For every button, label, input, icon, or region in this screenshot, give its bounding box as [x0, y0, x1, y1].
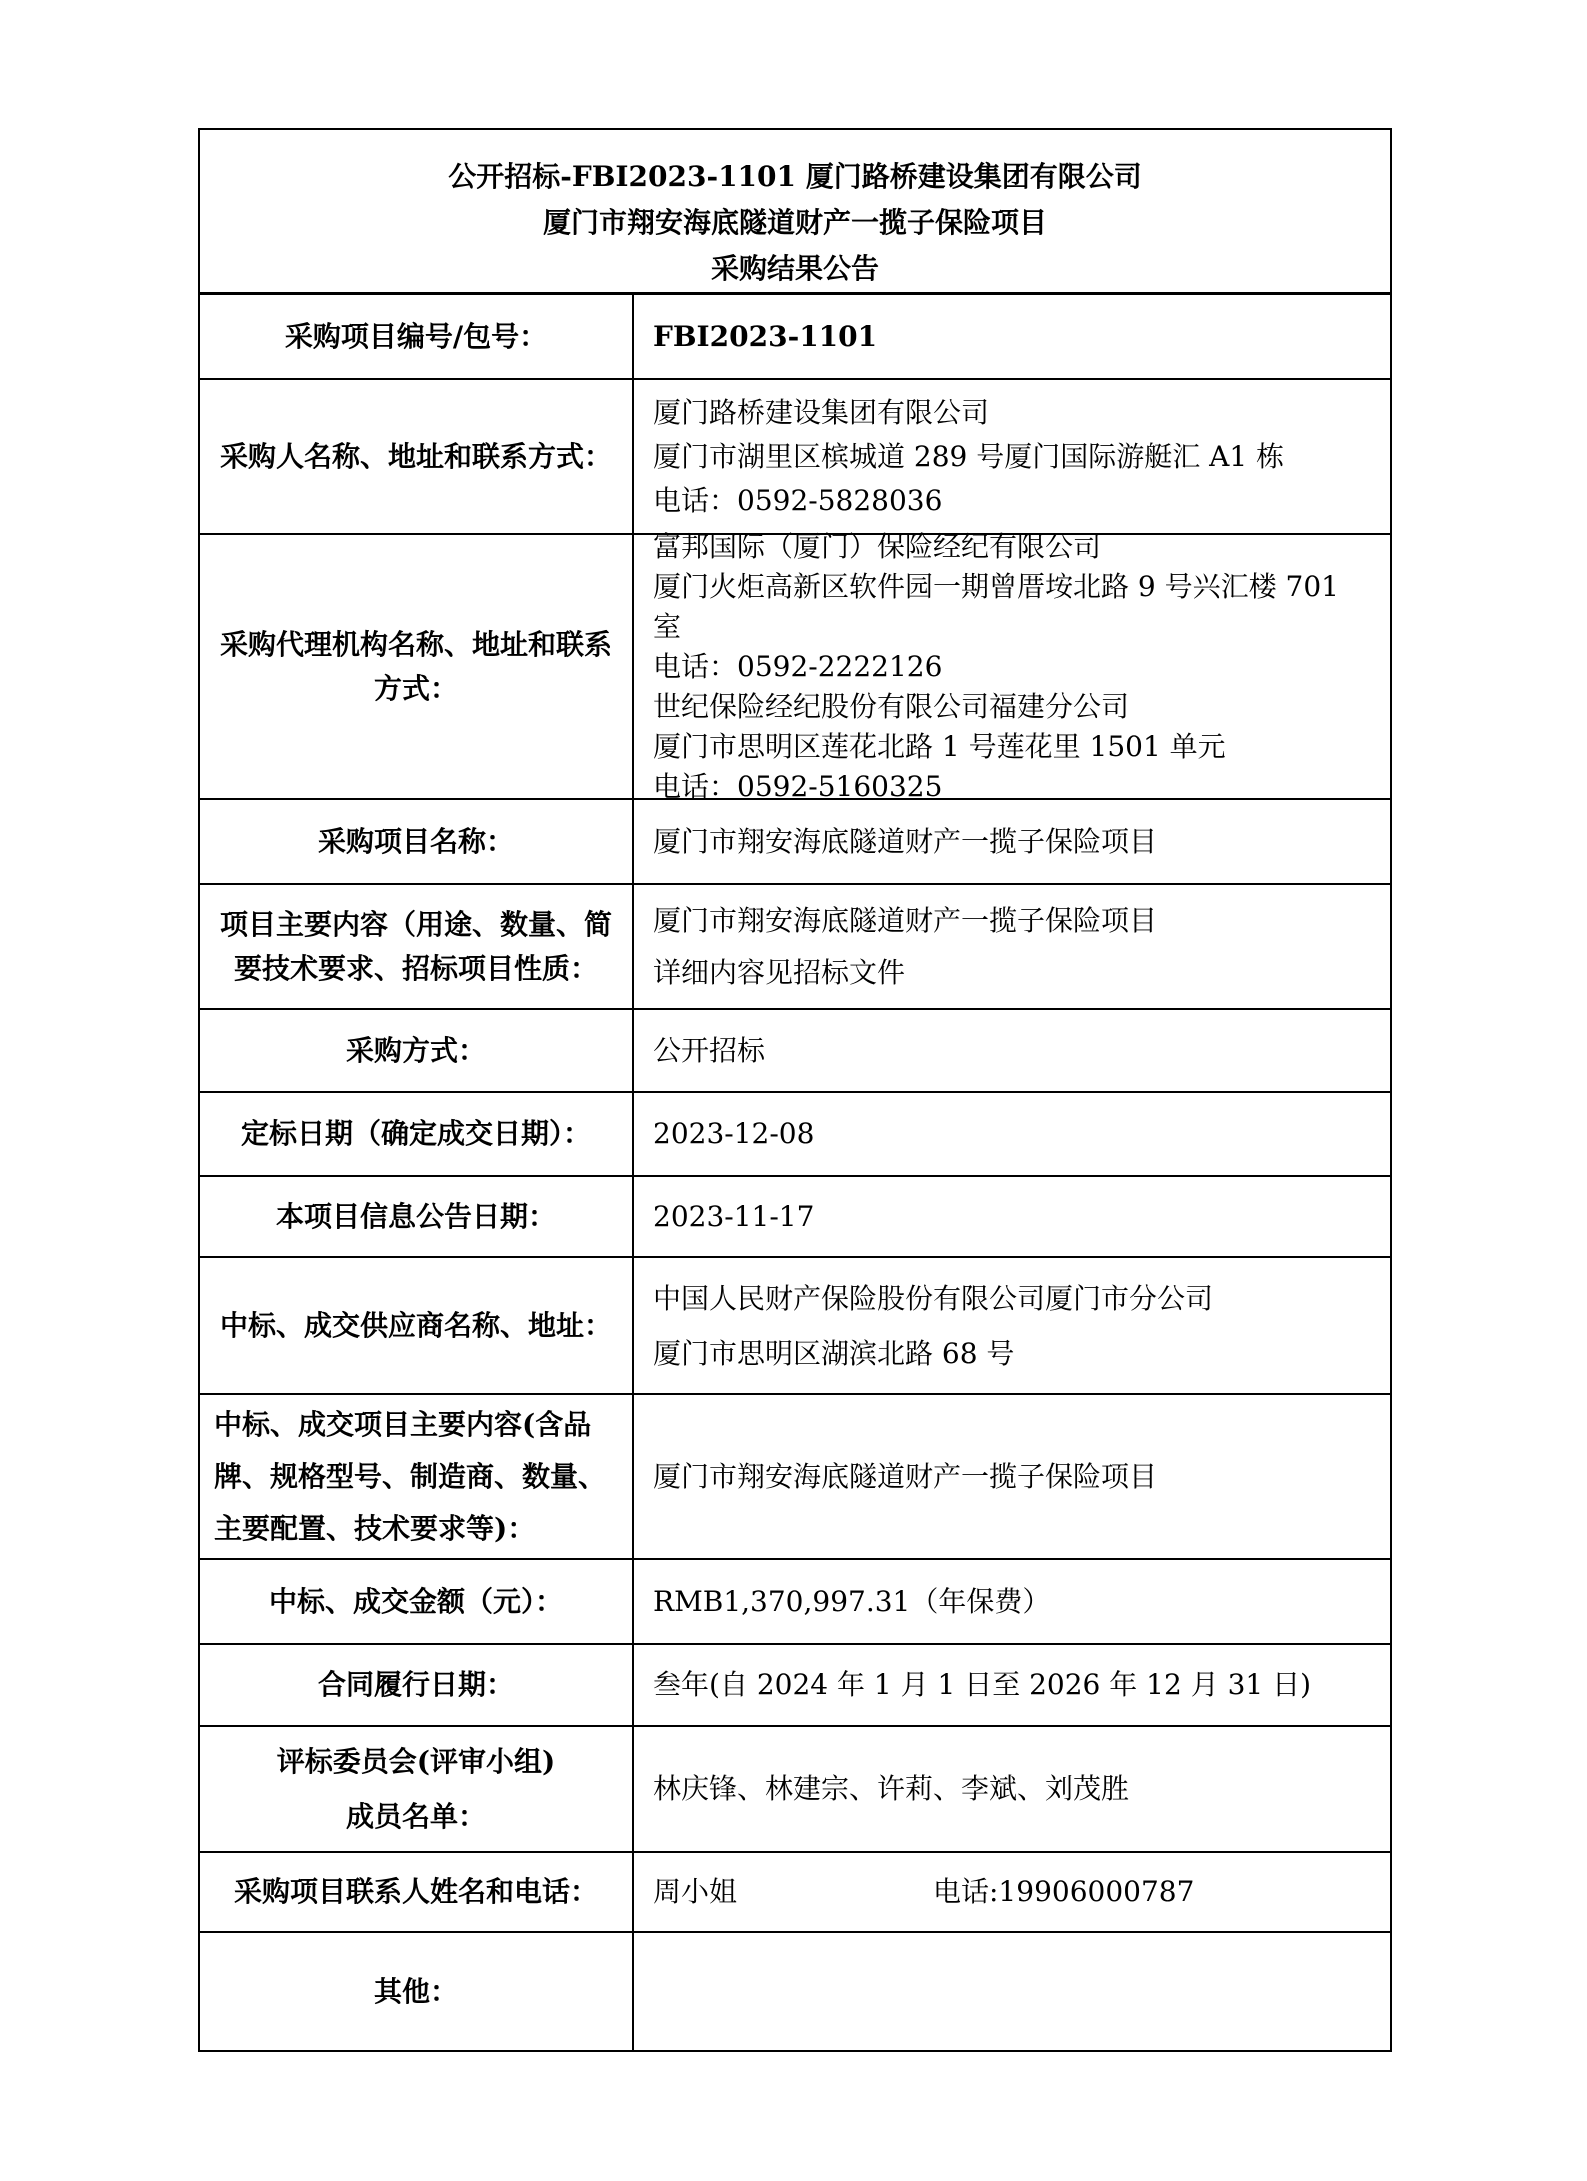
row-value	[634, 1933, 1390, 2050]
row-contract-period	[200, 1645, 1390, 1727]
row-label: 采购方式：	[200, 1010, 634, 1091]
value-line: 厦门市翔安海底隧道财产一揽子保险项目	[653, 903, 1158, 937]
row-label-line: 评标委员会(评审小组)	[276, 1745, 556, 1778]
value-line: 中国人民财产保险股份有限公司厦门市分公司	[653, 1281, 1214, 1315]
document-title	[200, 130, 1390, 295]
row-label: 合同履行日期：	[200, 1645, 634, 1725]
value-line: 厦门市湖里区槟城道 289 号厦门国际游艇汇 A1 栋	[653, 439, 1285, 473]
row-value: 2023-12-08	[653, 1117, 815, 1150]
row-label: 采购人名称、地址和联系方式：	[200, 380, 634, 533]
row-committee	[200, 1727, 1390, 1853]
row-award-date	[200, 1093, 1390, 1177]
row-value: 2023-11-17	[653, 1199, 815, 1233]
row-method	[200, 1010, 1390, 1093]
row-project-number	[200, 295, 1390, 380]
row-value: FBI2023-1101	[653, 319, 878, 353]
row-label: 采购项目名称：	[200, 800, 634, 883]
row-value: 叁年(自 2024 年 1 月 1 日至 2026 年 12 月 31 日)	[653, 1668, 1312, 1701]
title-line-3: 采购结果公告	[710, 252, 879, 285]
row-label: 采购项目联系人姓名和电话：	[200, 1853, 634, 1931]
row-value: 厦门市翔安海底隧道财产一揽子保险项目	[653, 824, 1158, 858]
row-value: RMB1,370,997.31（年保费）	[653, 1584, 1051, 1618]
value-line: 电话：0592-5160325	[653, 769, 943, 803]
value-line: 富邦国际（厦门）保险经纪有限公司	[653, 529, 1102, 563]
row-value: 厦门市翔安海底隧道财产一揽子保险项目	[653, 1459, 1158, 1493]
value-line: 电话：0592-5828036	[653, 483, 943, 517]
row-label: 中标、成交供应商名称、地址：	[200, 1258, 634, 1393]
row-label: 中标、成交项目主要内容(含品牌、规格型号、制造商、数量、主要配置、技术要求等)：	[200, 1395, 634, 1558]
row-project-name	[200, 800, 1390, 885]
value-line: 厦门火炬高新区软件园一期曾厝垵北路 9 号兴汇楼 701 室	[653, 569, 1339, 643]
row-announce-date	[200, 1177, 1390, 1258]
row-award-content	[200, 1395, 1390, 1560]
contact-phone: 电话:19906000787	[933, 1875, 1195, 1908]
row-value: 公开招标	[653, 1033, 766, 1067]
row-value: 林庆锋、林建宗、许莉、李斌、刘茂胜	[653, 1772, 1130, 1805]
value-line: 电话：0592-2222126	[653, 649, 943, 683]
row-label: 其他：	[200, 1933, 634, 2050]
row-label-line: 成员名单：	[345, 1800, 486, 1833]
row-label: 采购项目编号/包号：	[200, 295, 634, 378]
title-line-1: 公开招标-FBI2023-1101 厦门路桥建设集团有限公司	[448, 160, 1142, 193]
row-label: 项目主要内容（用途、数量、简要技术要求、招标项目性质：	[200, 885, 634, 1008]
announcement-table	[198, 128, 1392, 2052]
row-winner	[200, 1258, 1390, 1395]
row-purchaser	[200, 380, 1390, 535]
row-amount	[200, 1560, 1390, 1645]
value-line: 详细内容见招标文件	[653, 955, 906, 989]
value-line: 世纪保险经纪股份有限公司福建分公司	[653, 689, 1130, 723]
row-label: 中标、成交金额（元）：	[200, 1560, 634, 1643]
row-agency	[200, 529, 1390, 803]
title-line-2: 厦门市翔安海底隧道财产一揽子保险项目	[542, 206, 1047, 239]
value-line: 厦门市思明区莲花北路 1 号莲花里 1501 单元	[653, 729, 1226, 763]
row-label: 定标日期（确定成交日期）：	[200, 1093, 634, 1175]
contact-name: 周小姐	[653, 1875, 738, 1908]
row-label: 采购代理机构名称、地址和联系方式：	[200, 535, 634, 798]
row-contact	[200, 1853, 1390, 1933]
row-label: 本项目信息公告日期：	[200, 1177, 634, 1256]
row-other	[200, 1933, 1390, 2050]
row-main-content	[200, 885, 1390, 1010]
value-line: 厦门路桥建设集团有限公司	[653, 395, 990, 429]
value-line: 厦门市思明区湖滨北路 68 号	[653, 1336, 1015, 1370]
